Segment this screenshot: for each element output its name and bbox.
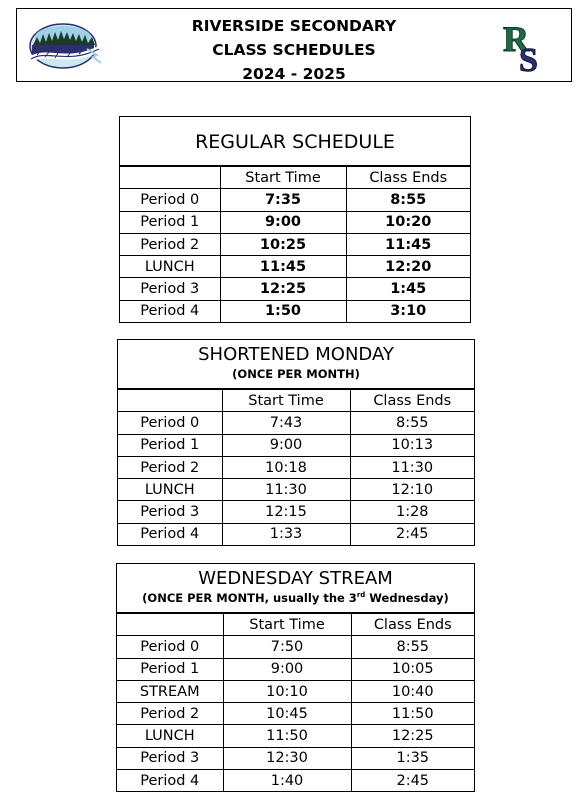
period-label: Period 1	[118, 434, 222, 456]
column-header-end: Class Ends	[351, 613, 474, 636]
period-label: Period 3	[118, 501, 222, 523]
wednesday-stream-subtitle: (ONCE PER MONTH, usually the 3rd Wednesday)	[142, 591, 449, 605]
period-label: Period 3	[120, 278, 220, 300]
end-time: 10:13	[350, 434, 474, 456]
period-label: Period 1	[117, 658, 223, 680]
period-label: Period 2	[118, 456, 222, 478]
table-row	[117, 703, 474, 725]
svg-text:S: S	[519, 42, 538, 73]
table-row	[120, 278, 470, 300]
column-header-start: Start Time	[222, 389, 350, 412]
period-label: Period 4	[118, 523, 222, 545]
table-row	[118, 412, 474, 434]
end-time: 1:35	[351, 747, 474, 769]
table-row	[117, 770, 474, 792]
column-header-start: Start Time	[223, 613, 351, 636]
table-row	[117, 636, 474, 658]
period-label: LUNCH	[118, 479, 222, 501]
end-time: 11:50	[351, 703, 474, 725]
start-time: 9:00	[220, 211, 346, 233]
shortened-monday-title: SHORTENED MONDAY (ONCE PER MONTH)	[118, 340, 474, 388]
end-time: 3:10	[346, 300, 470, 322]
start-time: 11:50	[223, 725, 351, 747]
start-time: 9:00	[222, 434, 350, 456]
start-time: 7:43	[222, 412, 350, 434]
start-time: 12:30	[223, 747, 351, 769]
start-time: 12:25	[220, 278, 346, 300]
period-label: Period 2	[117, 703, 223, 725]
end-time: 2:45	[350, 523, 474, 545]
start-time: 9:00	[223, 658, 351, 680]
table-row	[117, 747, 474, 769]
table-row	[120, 233, 470, 255]
shortened-monday-table	[117, 339, 475, 546]
header-blank	[120, 166, 220, 189]
svg-text:R: R	[503, 19, 529, 59]
document-subtitle: CLASS SCHEDULES	[212, 41, 376, 59]
start-time: 7:50	[223, 636, 351, 658]
period-label: STREAM	[117, 680, 223, 702]
table-row	[118, 523, 474, 545]
table-row	[117, 725, 474, 747]
period-label: Period 3	[117, 747, 223, 769]
end-time: 1:28	[350, 501, 474, 523]
header-title	[17, 14, 571, 86]
end-time: 12:20	[346, 256, 470, 278]
table-row	[120, 256, 470, 278]
start-time: 11:30	[222, 479, 350, 501]
table-header-row	[117, 613, 474, 636]
table-row	[118, 479, 474, 501]
start-time: 10:18	[222, 456, 350, 478]
end-time: 10:20	[346, 211, 470, 233]
column-header-end: Class Ends	[350, 389, 474, 412]
table-header-row	[120, 166, 470, 189]
period-label: Period 0	[120, 189, 220, 211]
table-row	[118, 501, 474, 523]
end-time: 12:10	[350, 479, 474, 501]
period-label: Period 4	[120, 300, 220, 322]
period-label: Period 2	[120, 233, 220, 255]
start-time: 11:45	[220, 256, 346, 278]
start-time: 1:40	[223, 770, 351, 792]
regular-schedule-title: REGULAR SCHEDULE	[195, 131, 395, 153]
table-row	[120, 211, 470, 233]
table-header-row	[118, 389, 474, 412]
wednesday-stream-title: WEDNESDAY STREAM (ONCE PER MONTH, usually the 3rd Wednesday)	[117, 564, 474, 612]
period-label: Period 0	[118, 412, 222, 434]
end-time: 8:55	[350, 412, 474, 434]
period-label: Period 0	[117, 636, 223, 658]
end-time: 8:55	[351, 636, 474, 658]
end-time: 10:05	[351, 658, 474, 680]
school-name: RIVERSIDE SECONDARY	[191, 17, 397, 35]
school-year: 2024 - 2025	[242, 65, 346, 83]
start-time: 7:35	[220, 189, 346, 211]
regular-schedule-table	[119, 116, 471, 323]
end-time: 2:45	[351, 770, 474, 792]
end-time: 12:25	[351, 725, 474, 747]
table-row	[118, 434, 474, 456]
table-row	[120, 300, 470, 322]
table-row	[120, 189, 470, 211]
table-row	[117, 658, 474, 680]
period-label: Period 4	[117, 770, 223, 792]
header-blank	[117, 613, 223, 636]
column-header-start: Start Time	[220, 166, 346, 189]
shortened-monday-subtitle: (ONCE PER MONTH)	[232, 367, 360, 381]
start-time: 1:50	[220, 300, 346, 322]
start-time: 10:10	[223, 680, 351, 702]
start-time: 12:15	[222, 501, 350, 523]
end-time: 11:30	[350, 456, 474, 478]
start-time: 10:45	[223, 703, 351, 725]
rs-monogram-logo-icon	[501, 17, 551, 73]
table-row	[117, 680, 474, 702]
column-header-end: Class Ends	[346, 166, 470, 189]
end-time: 1:45	[346, 278, 470, 300]
header-blank	[118, 389, 222, 412]
end-time: 10:40	[351, 680, 474, 702]
period-label: LUNCH	[117, 725, 223, 747]
document-header	[16, 8, 572, 82]
period-label: LUNCH	[120, 256, 220, 278]
start-time: 10:25	[220, 233, 346, 255]
table-row	[118, 456, 474, 478]
period-label: Period 1	[120, 211, 220, 233]
end-time: 11:45	[346, 233, 470, 255]
start-time: 1:33	[222, 523, 350, 545]
end-time: 8:55	[346, 189, 470, 211]
wednesday-stream-table	[116, 563, 475, 792]
